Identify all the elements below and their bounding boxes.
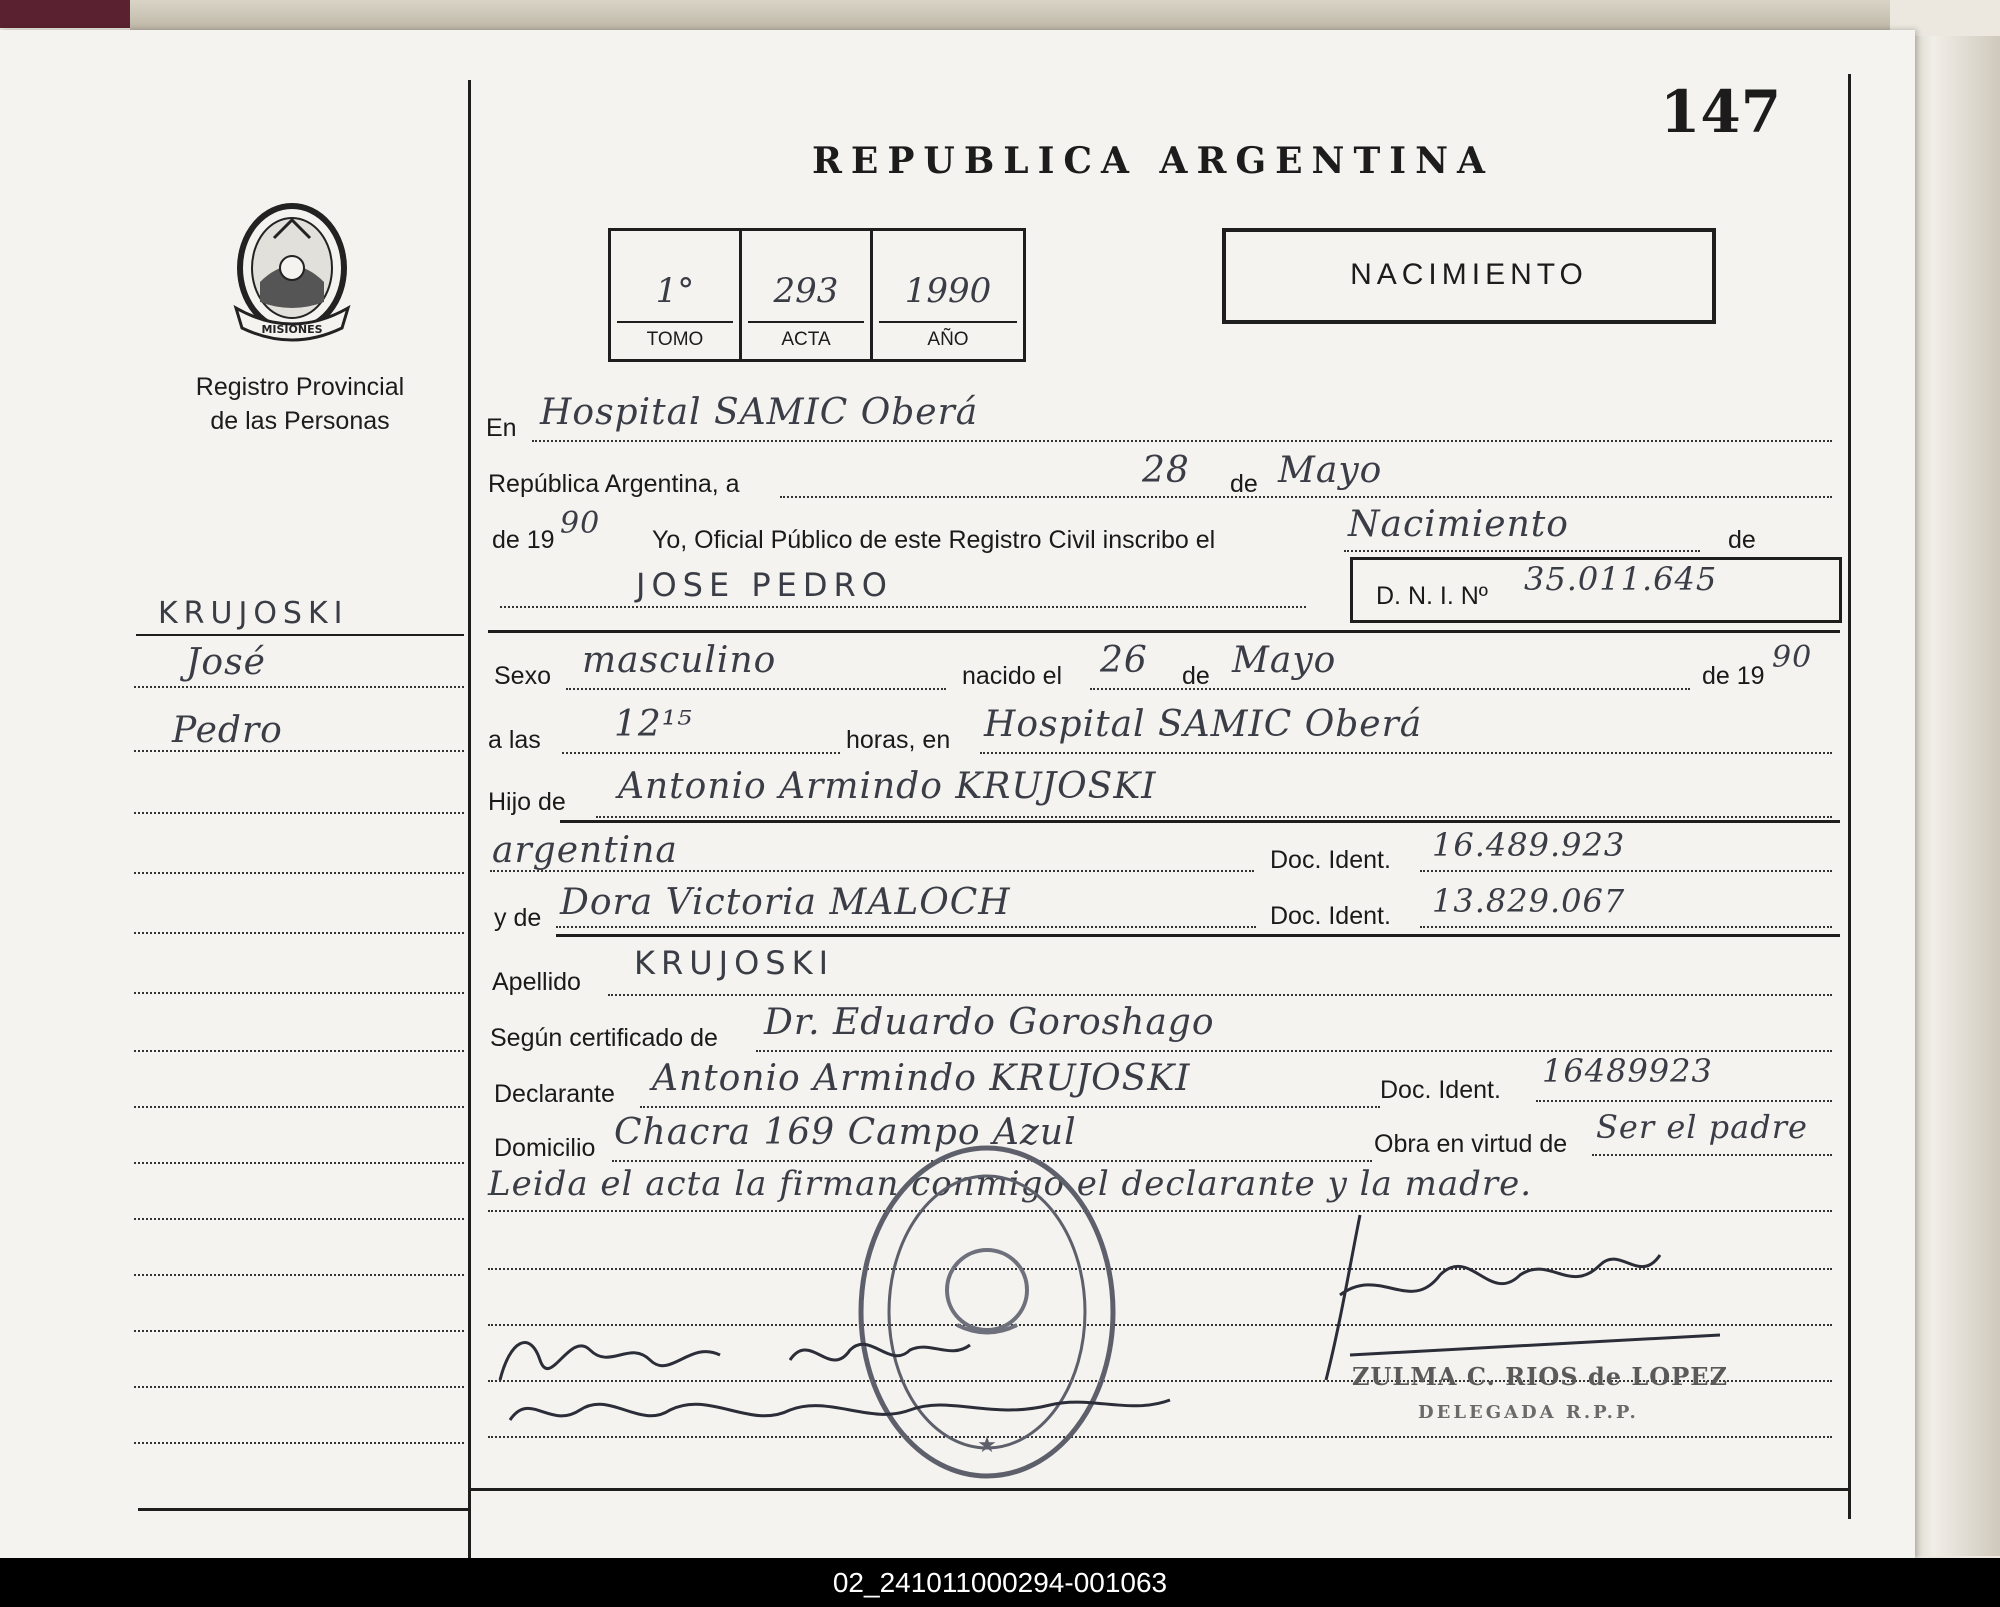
value-lectura: Leida el acta la firman conmigo el declarante y la madre. xyxy=(488,1164,1533,1204)
country-title: REPUBLICA ARGENTINA xyxy=(812,140,1494,182)
line-doc-madre xyxy=(1420,926,1832,928)
margin-line xyxy=(134,1386,464,1388)
margin-line xyxy=(134,1274,464,1276)
margin-surname-rule xyxy=(136,634,464,636)
margin-bottom-rule xyxy=(138,1508,470,1511)
label-de-19b: de 19 xyxy=(1702,662,1765,690)
label-horas-en: horas, en xyxy=(846,726,951,754)
tomo-value: 1° xyxy=(655,271,695,311)
line-fecha xyxy=(780,496,1832,498)
acta-cell xyxy=(742,231,873,359)
ano-underline xyxy=(879,321,1017,323)
official-name: ZULMA C. RIOS de LOPEZ xyxy=(1352,1362,1729,1391)
rule-after-nombre xyxy=(488,630,1840,633)
svg-text:★: ★ xyxy=(977,1432,997,1457)
svg-text:MISIONES: MISIONES xyxy=(261,323,323,336)
margin-line xyxy=(134,750,464,752)
value-doc-madre: 13.829.067 xyxy=(1432,882,1626,920)
value-mes-nacimiento: Mayo xyxy=(1232,640,1337,681)
declarant-signatures-icon xyxy=(490,1320,1190,1440)
margin-line xyxy=(134,686,464,688)
margin-line xyxy=(134,1106,464,1108)
value-hora: 12¹⁵ xyxy=(614,704,693,745)
book-edge-right xyxy=(1905,36,2000,1556)
margin-line xyxy=(134,1050,464,1052)
value-anio-inscripcion: 90 xyxy=(560,506,601,541)
label-domicilio: Domicilio xyxy=(494,1134,596,1162)
line-madre xyxy=(556,926,1256,928)
value-tipo: Nacimiento xyxy=(1348,504,1569,545)
issuer-line1: Registro Provincial xyxy=(195,373,405,401)
line-hora xyxy=(562,752,840,754)
value-obra: Ser el padre xyxy=(1596,1108,1808,1146)
value-apellido: KRUJOSKI xyxy=(634,944,834,982)
label-doc-ident-declarante: Doc. Ident. xyxy=(1380,1076,1501,1104)
label-doc-ident-padre: Doc. Ident. xyxy=(1270,846,1391,874)
margin-line xyxy=(134,812,464,814)
line-lugar-nac xyxy=(980,752,1832,754)
certificate-page xyxy=(0,30,1915,1560)
label-yo: Yo, Oficial Público de este Registro Civil inscribo el xyxy=(652,526,1216,554)
value-doc-declarante: 16489923 xyxy=(1542,1052,1713,1090)
value-doc-padre: 16.489.923 xyxy=(1432,826,1626,864)
label-de-19: de 19 xyxy=(492,526,555,554)
document-type: NACIMIENTO xyxy=(1350,258,1588,291)
line-tipo xyxy=(1344,550,1700,552)
label-segun: Según certificado de xyxy=(490,1024,718,1052)
line-doc-declarante xyxy=(1536,1100,1832,1102)
value-dia-inscripcion: 28 xyxy=(1142,450,1190,491)
value-nacionalidad: argentina xyxy=(492,830,678,871)
acta-value: 293 xyxy=(773,271,839,311)
margin-line xyxy=(134,872,464,874)
rule-after-hijo xyxy=(560,820,1840,823)
value-lugar: Hospital SAMIC Oberá xyxy=(540,392,979,433)
label-de: de xyxy=(1230,470,1258,498)
line-sexo xyxy=(566,688,946,690)
line-fecha-nac xyxy=(1090,688,1690,690)
issuer-line2: de las Personas xyxy=(210,407,390,435)
margin-name1: José xyxy=(186,642,266,683)
value-nombre: JOSE PEDRO xyxy=(636,566,893,604)
label-declarante: Declarante xyxy=(494,1080,615,1108)
margin-line xyxy=(134,1162,464,1164)
value-lugar-nacimiento: Hospital SAMIC Oberá xyxy=(984,704,1423,745)
coat-of-arms-icon xyxy=(222,190,362,350)
right-border xyxy=(1848,74,1851,1519)
label-nacido-el: nacido el xyxy=(962,662,1063,690)
folio-number: 147 xyxy=(1660,78,1782,146)
ano-label: AÑO xyxy=(927,329,969,350)
margin-name2: Pedro xyxy=(172,710,283,751)
margin-line xyxy=(134,1218,464,1220)
label-sexo: Sexo xyxy=(494,662,551,690)
bottom-rule xyxy=(470,1488,1848,1491)
official-title: DELEGADA R.P.P. xyxy=(1418,1402,1639,1423)
scan-code-footer: 02_241011000294-001063 xyxy=(0,1558,2000,1607)
label-obra: Obra en virtud de xyxy=(1374,1130,1568,1158)
ano-value: 1990 xyxy=(904,271,992,311)
value-dni: 35.011.645 xyxy=(1524,560,1718,598)
line-apellido xyxy=(608,994,1832,996)
label-en: En xyxy=(486,414,517,442)
registry-box xyxy=(608,228,1026,362)
value-sexo: masculino xyxy=(582,640,777,681)
tomo-label: TOMO xyxy=(646,329,704,350)
value-madre: Dora Victoria MALOCH xyxy=(560,882,1011,923)
label-de-2: de xyxy=(1728,526,1756,554)
label-a-las: a las xyxy=(488,726,541,754)
label-republica: República Argentina, a xyxy=(488,470,740,498)
line-declarante xyxy=(640,1106,1380,1108)
line-doc-padre xyxy=(1420,870,1832,872)
margin-line xyxy=(134,1330,464,1332)
label-hijo-de: Hijo de xyxy=(488,788,566,816)
value-dia-nacimiento: 26 xyxy=(1100,640,1148,681)
line-nombre xyxy=(500,606,1306,608)
value-padre: Antonio Armindo KRUJOSKI xyxy=(618,766,1157,807)
book-corner xyxy=(0,0,150,28)
rule-after-madre xyxy=(556,934,1840,937)
tomo-cell xyxy=(611,231,742,359)
ano-cell xyxy=(873,231,1023,359)
line-obra xyxy=(1592,1154,1832,1156)
value-mes-inscripcion: Mayo xyxy=(1278,450,1383,491)
line-lugar xyxy=(532,440,1832,442)
acta-underline xyxy=(748,321,864,323)
margin-divider xyxy=(468,80,471,1590)
line-nacionalidad xyxy=(490,870,1254,872)
value-domicilio: Chacra 169 Campo Azul xyxy=(614,1112,1077,1153)
value-certificado: Dr. Eduardo Goroshago xyxy=(764,1002,1215,1043)
value-declarante: Antonio Armindo KRUJOSKI xyxy=(652,1058,1191,1099)
document-type-box xyxy=(1222,228,1716,324)
label-apellido: Apellido xyxy=(492,968,581,996)
margin-surname: KRUJOSKI xyxy=(158,596,349,631)
margin-line xyxy=(134,992,464,994)
label-y-de: y de xyxy=(494,904,542,932)
margin-line xyxy=(134,932,464,934)
margin-line xyxy=(134,1442,464,1444)
label-doc-ident-madre: Doc. Ident. xyxy=(1270,902,1391,930)
acta-label: ACTA xyxy=(781,329,831,350)
official-signature-icon xyxy=(1320,1205,1740,1385)
issuer-label xyxy=(160,370,440,438)
label-dni: D. N. I. Nº xyxy=(1376,582,1488,610)
line-padre xyxy=(596,816,1832,818)
label-de-3: de xyxy=(1182,662,1210,690)
value-anio-nacimiento: 90 xyxy=(1772,640,1813,675)
tomo-underline xyxy=(617,321,733,323)
